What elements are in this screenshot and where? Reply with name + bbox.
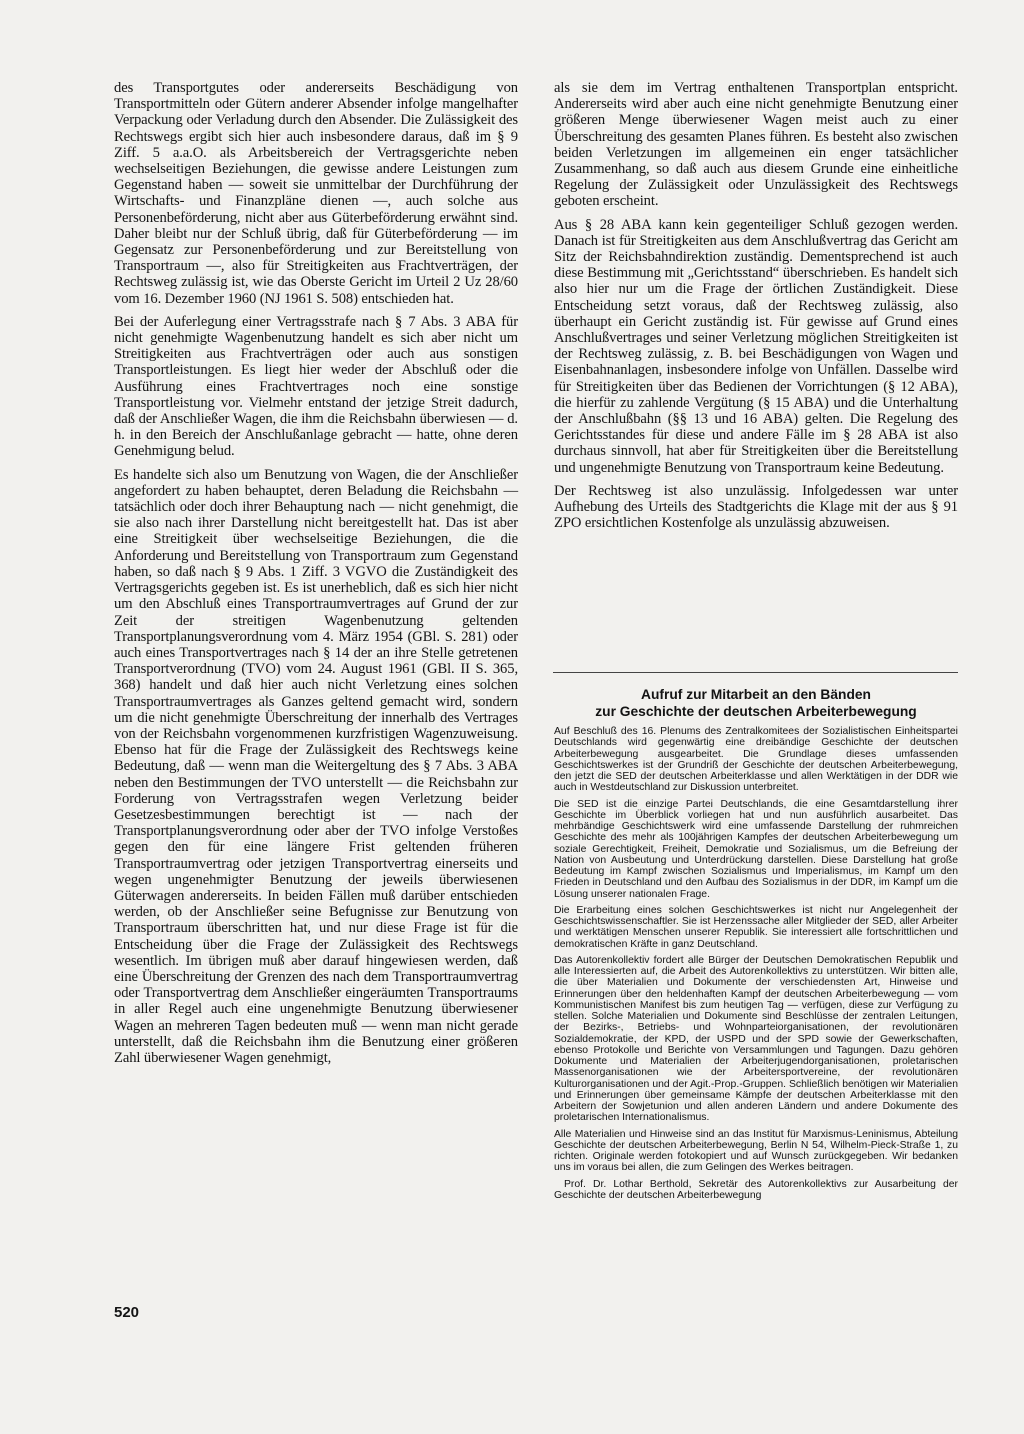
- aufruf-paragraph: Auf Beschluß des 16. Plenums des Zentralkomitees der Sozialistischen Einheitspartei Deutschlands wird gegenwärtig eine dreibändige Geschichte der deutschen Arbeiterbewegung ausgearbeitet. Die Grundlage dieses umfassenden Geschichtswerkes ist der Grundriß der Geschichte der deutschen Arbeiterbewegung, den jetzt die SED der deutschen Arbeiterklasse und allen Werktätigen in der DDR wie auch in Westdeutschland zur Diskussion unterbreitet.: [554, 726, 958, 794]
- section-divider: [553, 672, 958, 673]
- aufruf-title-line1: Aufruf zur Mitarbeit an den Bänden: [641, 687, 871, 702]
- paragraph: Bei der Auferlegung einer Vertragsstrafe nach § 7 Abs. 3 ABA für nicht genehmigte Wagenbenutzung handelt es sich aber nicht um Streitigkeiten aus Frachtverträgen oder auch aus sonstigen Transportleistungen. Es liegt hier weder der Abschluß oder die Ausführung eines Frachtvertrages noch eine sonstige Transportleistung vor. Vielmehr entstand der jetzige Streit dadurch, daß der Anschließer Wagen, die ihm die Reichsbahn überwiesen — d. h. in den Bereich der Anschlußanlage gebracht — hatte, ohne deren Genehmigung belud.: [114, 313, 518, 460]
- aufruf-paragraph: Die Erarbeitung eines solchen Geschichtswerkes ist nicht nur Angelegenheit der Geschichtswissenschaftler. Sie ist Herzenssache aller Mitglieder der SED, aller Arbeiter und werktätigen Menschen unserer Republik. Sie interessiert alle fortschrittlichen und demokratischen Kräfte in ganz Deutschland.: [554, 904, 958, 950]
- aufruf-title-line2: zur Geschichte der deutschen Arbeiterbewegung: [595, 704, 917, 719]
- paragraph: Aus § 28 ABA kann kein gegenteiliger Schluß gezogen werden. Danach ist für Streitigkeiten aus dem Anschlußvertrag das Gericht am Sitz der Reichsbahndirektion zuständig. Dementsprechend ist auch diese Bestimmung mit „Gerichtsstand“ überschrieben. Es handelt sich also hier nur um die Frage der örtlichen Zuständigkeit. Diese Entscheidung setzt voraus, daß der Rechtsweg zulässig, also überhaupt ein Gericht zuständig ist. Für gewisse auf Grund eines Anschlußvertrages und seiner Verletzung möglichen Streitigkeiten ist der Rechtsweg zulässig, z. B. bei Beschädigungen von Wagen und Eisenbahnanlagen, insbesondere infolge von Unfällen. Dasselbe wird für Streitigkeiten über das Bedienen der Vorrichtungen (§ 12 ABA), die hierfür zu zahlende Vergütung (§ 15 ABA) und die Unterhaltung der Anschlußbahn (§§ 13 und 16 ABA) gelten. Die Regelung des Gerichtsstandes für diese und andere Fälle im § 28 ABA ist also durchaus sinnvoll, hat aber für Streitigkeiten über die Bereitstellung und ungenehmigte Benutzung von Transportraum keine Bedeutung.: [554, 216, 958, 476]
- aufruf-box: [554, 686, 958, 1206]
- right-text-column: [554, 80, 958, 538]
- aufruf-paragraph: Alle Materialien und Hinweise sind an das Institut für Marxismus-Leninismus, Abteilung Geschichte der deutschen Arbeiterbewegung, Berlin N 54, Wilhelm-Pieck-Straße 1, zu richten. Originale werden fotokopiert und auf Wunsch zurückgegeben. Wir bedanken uns im voraus bei allen, die zum Gelingen des Werkes beitragen.: [554, 1128, 958, 1174]
- aufruf-paragraph: Das Autorenkollektiv fordert alle Bürger der Deutschen Demokratischen Republik und alle Interessierten auf, die Arbeit des Autorenkollektivs zu unterstützen. Wir bitten alle, die über Materialien und Dokumente der verschiedensten Art, Hinweise und Erinnerungen über den heldenhaften Kampf der deutschen Arbeiterbewegung — vom Kommunistischen Manifest bis zum heutigen Tag — verfügen, diese zur Verfügung zu stellen. Solche Materialien und Dokumente sind Beschlüsse der zentralen Leitungen, der Bezirks-, Betriebs- und Wohnparteiorganisationen, der revolutionären Sozialdemokratie, der KPD, der USPD und der SPD sowie der Gewerkschaften, ebenso Protokolle und Berichte von Versammlungen und Tagungen. Dazu gehören Dokumente und Materialien der Arbeiterjugendorganisationen, proletarischen Massenorganisationen wie der Arbeitersportvereine, der revolutionären Kulturorganisationen und der Agit.-Prop.-Gruppen. Schließlich benötigen wir Materialien und Erinnerungen über gemeinsame Kämpfe der deutschen Arbeiterklasse mit den Arbeitern der Sowjetunion und allen anderen Ländern und andere Dokumente des proletarischen Internationalismus.: [554, 954, 958, 1124]
- paragraph: Es handelte sich also um Benutzung von Wagen, die der Anschließer angefordert zu haben behauptet, deren Beladung die Reichsbahn — tatsächlich oder doch ihrer Behauptung nach — nicht genehmigt, die sie also nach ihrer Darstellung nicht bereitgestellt hat. Das ist aber eine Streitigkeit über wechselseitige Beziehungen, die die Anforderung und Bereitstellung von Transportraum zum Gegenstand haben, so daß nach § 9 Abs. 1 Ziff. 3 VGVO die Zuständigkeit des Vertragsgerichts gegeben ist. Es ist unerheblich, daß es sich hier nicht um den Abschluß eines Transportraumvertrages auf Grund der zur Zeit der streitigen Wagenbenutzung geltenden Transportplanungsverordnung vom 4. März 1954 (GBl. S. 281) oder auch eines Transportvertrages nach § 14 der an ihre Stelle getretenen Transportverordnung (TVO) vom 24. August 1961 (GBl. II S. 365, 368) handelt und daß hier auch nicht Verletzung eines solchen Transportraumvertrages als Ganzes geltend gemacht wird, sondern um die nicht genehmigte Überschreitung der innerhalb des Vertrages von der Reichsbahn vorgenommenen kurzfristigen Wagenzuweisung. Ebenso hat für die Frage der Zulässigkeit des Rechtswegs keine Bedeutung, daß — wenn man die Weitergeltung des § 7 Abs. 3 ABA neben den Bestimmungen der TVO unterstellt — die Reichsbahn zur Forderung von Vertragsstrafen wegen Verletzung beider Gesetzesbestimmungen berechtigt ist — nach der Transportplanungsverordnung oder aber der TVO infolge Verstoßes gegen den für eine längere Frist geltenden früheren Transportraumvertrag oder jetzigen Transportvertrag einerseits und wegen ungenehmigter Benutzung der jeweils überwiesenen Güterwagen andererseits. In beiden Fällen muß darüber entschieden werden, ob der Anschließer seine Befugnisse zur Benutzung von Transportraum überschritten hat, und nur diese Frage ist für die Entscheidung über die Frage der Zulässigkeit des Rechtswegs wesentlich. Im übrigen muß aber darauf hingewiesen werden, daß eine Überschreitung der Grenzen des nach dem Transportraumvertrag oder Transportvertrag dem Anschließer eingeräumten Transportraums in aller Regel auch eine ungenehmigte Benutzung überwiesener Wagen an mehreren Tagen bedeuten muß — wenn man nicht gerade unterstellt, daß die Reichsbahn ihm die Benutzung einer größeren Zahl überwiesener Wagen genehmigt,: [114, 466, 518, 1066]
- paragraph: als sie dem im Vertrag enthaltenen Transportplan entspricht. Andererseits wird aber auch eine nicht genehmigte Benutzung einer größeren Menge überwiesener Wagen meist auch zu einer Überschreitung des gesamten Planes führen. Es besteht also zwischen beiden Verletzungen im allgemeinen ein enger tatsächlicher Zusammenhang, so daß auch aus diesem Grunde eine einheitliche Regelung der Zulässigkeit oder Unzulässigkeit des Rechtswegs geboten erscheint.: [554, 80, 958, 210]
- left-text-column: [114, 80, 518, 1073]
- page-number: 520: [114, 1304, 140, 1321]
- aufruf-body: [554, 726, 958, 1201]
- aufruf-title: [554, 686, 958, 720]
- paragraph: Der Rechtsweg ist also unzulässig. Infolgedessen war unter Aufhebung des Urteils des Stadtgerichts die Klage mit der aus § 91 ZPO ersichtlichen Kostenfolge als unzulässig abzuweisen.: [554, 482, 958, 532]
- aufruf-paragraph: Die SED ist die einzige Partei Deutschlands, die eine Gesamtdarstellung ihrer Geschichte im Überblick vorliegen hat und nun ausführlich ausarbeitet. Das mehrbändige Geschichtswerk wird eine umfassende Darstellung der ruhmreichen Geschichte des mehr als 100jährigen Kampfes der deutschen Arbeiterbewegung um soziale Gerechtigkeit, Freiheit, Demokratie und Sozialismus, um die Befreiung der Nation von Ausbeutung und Unterdrückung darstellen. Diese Darstellung hat große Bedeutung im Kampf zwischen Sozialismus und Imperialismus, im Kampf um den Frieden in Deutschland und den Aufbau des Sozialismus in der DDR, im Kampf um die Lösung unserer nationalen Frage.: [554, 798, 958, 900]
- aufruf-signature: Prof. Dr. Lothar Berthold, Sekretär des Autorenkollektivs zur Ausarbeitung der Geschichte der deutschen Arbeiterbewegung: [554, 1178, 958, 1201]
- paragraph: des Transportgutes oder andererseits Beschädigung von Transportmitteln oder Gütern anderer Absender infolge mangelhafter Verpackung oder Verladung durch den Absender. Die Zulässigkeit des Rechtswegs ergibt sich hier auch insbesondere daraus, daß im § 9 Ziff. 5 a.a.O. als Arbeitsbereich der Vertragsgerichte neben wechselseitigen Beziehungen, die gewisse andere Leistungen zum Gegenstand haben — soweit sie unmittelbar der Durchführung der Wirtschafts- und Finanzpläne dienen —, auch solche aus Personenbeförderung, nicht aber aus Güterbeförderung erwähnt sind. Daher bleibt nur der Schluß übrig, daß für Güterbeförderung — im Gegensatz zur Personenbeförderung und zur Bereitstellung von Transportraum —, also für Streitigkeiten aus Frachtverträgen, der Rechtsweg zulässig ist, wie das Oberste Gericht im Urteil 2 Uz 28/60 vom 16. Dezember 1960 (NJ 1961 S. 508) entschieden hat.: [114, 80, 518, 307]
